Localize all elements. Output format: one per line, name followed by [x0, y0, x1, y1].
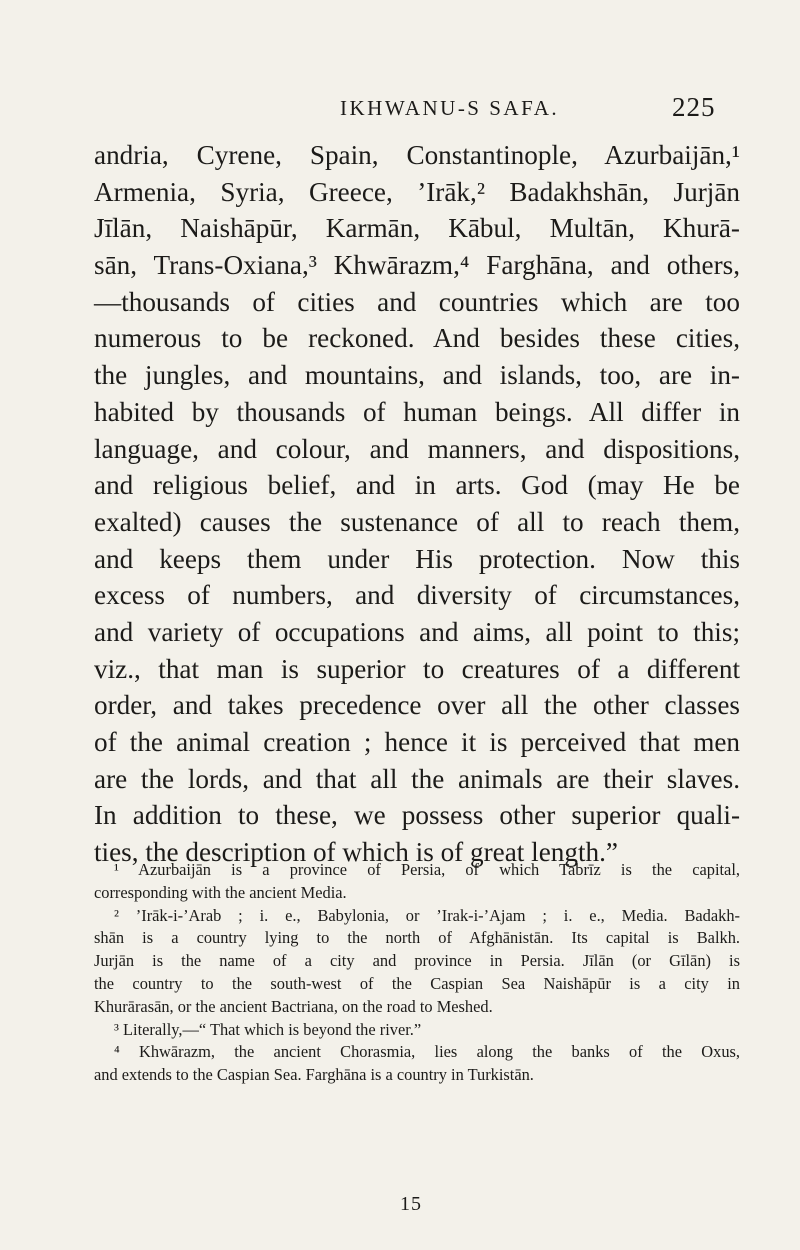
body-line: andria, Cyrene, Spain, Constantinople, Azurbaijān,¹: [94, 140, 740, 170]
body-line: ties, the description of which is of great length.”: [94, 837, 618, 868]
page-number: 225: [672, 92, 716, 122]
body-line: language, and colour, and manners, and dispositions,: [94, 433, 740, 464]
body-text: [94, 137, 740, 871]
body-line: the jungles, and mountains, and islands, too, are in-: [94, 360, 740, 391]
footnote-line: Jurjān is the name of a city and province in Persia. Jīlān (or Gīlān) is: [94, 951, 740, 971]
body-line: and keeps them under His protection. Now this: [94, 543, 740, 574]
body-line: In addition to these, we possess other superior quali-: [94, 800, 740, 831]
body-line: of the animal creation ; hence it is perceived that men: [94, 727, 740, 757]
footnote-line: Khurārasān, or the ancient Bactriana, on the road to Meshed.: [94, 996, 493, 1016]
body-line: are the lords, and that all the animals are their slaves.: [94, 763, 740, 794]
body-line: sān, Trans-Oxiana,³ Khwārazm,⁴ Farghāna, and others,: [94, 250, 740, 281]
running-title: IKHWANU-S SAFA.: [340, 96, 560, 120]
running-head: [0, 92, 800, 126]
body-line: Armenia, Syria, Greece, ’Irāk,² Badakhshān, Jurjān: [94, 176, 740, 207]
signature-mark: 15: [400, 1193, 422, 1215]
footnote-line: shān is a country lying to the north of Afghānistān. Its capital is Balkh.: [94, 928, 740, 948]
body-line: exalted) causes the sustenance of all to reach them,: [94, 506, 740, 537]
body-line: viz., that man is superior to creatures of a different: [94, 653, 740, 684]
footnote-line: and extends to the Caspian Sea. Farghāna is a country in Turkistān.: [94, 1065, 534, 1085]
body-line: order, and takes precedence over all the other classes: [94, 690, 740, 721]
footnote-line: ³ Literally,—“ That which is beyond the river.”: [114, 1019, 422, 1039]
footnote-line: the country to the south-west of the Caspian Sea Naishāpūr is a city in: [94, 973, 740, 993]
body-line: and variety of occupations and aims, all point to this;: [94, 616, 740, 647]
footnotes: [94, 859, 740, 1087]
body-line: habited by thousands of human beings. All differ in: [94, 396, 740, 427]
body-line: —thousands of cities and countries which are too: [94, 286, 740, 317]
footnote-line: ¹ Azurbaijān is a province of Persia, of which Tabrīz is the capital,: [114, 860, 740, 879]
footnote-line: ⁴ Khwārazm, the ancient Chorasmia, lies along the banks of the Oxus,: [114, 1042, 740, 1062]
body-line: Jīlān, Naishāpūr, Karmān, Kābul, Multān, Khurā-: [94, 213, 740, 244]
body-line: numerous to be reckoned. And besides these cities,: [94, 323, 740, 354]
footnote-line: corresponding with the ancient Media.: [94, 882, 347, 902]
body-line: and religious belief, and in arts. God (may He be: [94, 470, 740, 501]
footnote-line: ² ’Irāk-i-’Arab ; i. e., Babylonia, or ’Irak-i-’Ajam ; i. e., Media. Badakh-: [114, 905, 740, 925]
body-line: excess of numbers, and diversity of circumstances,: [94, 580, 740, 611]
